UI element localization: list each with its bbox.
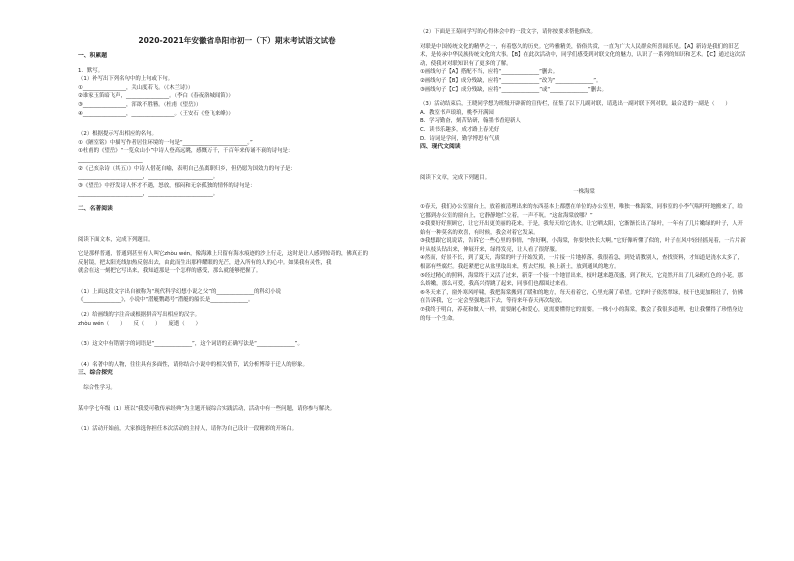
text-line: （1）活动开始前，大家推选你担任本次活动的主持人，请你为自己设计一段精彩的开场白。 bbox=[78, 426, 298, 433]
text-line: （1）上面这段文字出自被称为“现代科学幻想小说之父”的______________的科幻小说 bbox=[78, 288, 282, 295]
text-line: （2）根据提示写出相应的名句。 bbox=[78, 131, 157, 138]
text-line: （3）这文中有错别字的词语是“______________”，这个词语的正确写法是“______________”。 bbox=[78, 341, 303, 348]
text-line: ③我想跟它说说话，告诉它一些心里的事情，“你好啊，小海棠，你要快快长大啊。”它好像听懂了似的，叶子在风中轻轻摇晃着，一片片新叶从枝头钻出来，伸展开来，绿得发亮，让人看了很舒服。 bbox=[420, 238, 746, 253]
text-line: ④然而，好景不长，到了夏天，海棠的叶子开始发黄，一片接一片地掉落，我很着急，到处请教别人，查找资料，才知道是浇水太多了，根部有些腐烂。我赶紧把它从盆里取出来，剪去烂根，换上新土，放到通风的地方。 bbox=[420, 255, 743, 271]
text-line: 对联是中国传统文化的精华之一，有着悠久的历史。它吟雅精美，俗俗共赏，一直为广大人民群众所喜闻乐见。【A】新诗是我们的旧艺术，是传承中华民族传统文化的大事。【B】在此次活动中，同学们感受到对联文化的魅力，认识了一系列的知识和艺术。【C】通过这次活动，使我对对联知识有了更多的了解。 bbox=[420, 43, 746, 67]
text-line: D．诗词是学问，勤学博思有气质 bbox=[420, 135, 500, 142]
spacer bbox=[78, 328, 396, 340]
text-line: ④________________，________________。（王安石《登飞来峰》） bbox=[78, 110, 234, 117]
text-line: ③画线句子【C】成分残缺，应将“______________”或“______________”删去。 bbox=[420, 86, 607, 93]
text-line: ①画线句子【A】搭配不当，应将“______________”删去。 bbox=[420, 69, 559, 76]
text-line: ②我要好好照顾它，让它开出更美丽的花来。于是，我每天给它浇水，让它晒太阳，它渐渐长出了绿叶，一年有了几片嫩绿的叶子，人开始有一种莫名的欢喜，有时候，我会对着它发呆。 bbox=[420, 221, 743, 236]
text-line: ①杜甫的《望岳》“一览众山小”中诗人登高远眺，感慨万千，千百年来传诵不衰的诗句是： bbox=[78, 148, 294, 155]
text-line: （3）活动结束后，王晓同学想为班级开辟新的宣传栏，征集了以下几副对联，请选出一副对联下列对联，最合适的一副是（ ） bbox=[420, 101, 731, 108]
text-line: （1）补写出下列名句中的上句或下句。 bbox=[78, 76, 174, 83]
text-line: 综合性学习。 bbox=[78, 385, 116, 392]
spacer bbox=[420, 152, 748, 174]
left-lines bbox=[78, 52, 396, 434]
text-line: ⑥冬天来了，窗外寒风呼啸，我把海棠搬到了暖和的地方，每天看着它，心里充满了希望。它的叶子依然翠绿，枝干也更加粗壮了，仿佛在告诉我，它一定会坚强地活下去，等待来年春天再次绽放。 bbox=[420, 289, 743, 305]
text-line: ①《陋室铭》中描写作者居住环境的一句是“________________________。” bbox=[78, 139, 253, 146]
spacer bbox=[78, 118, 396, 130]
spacer bbox=[78, 413, 396, 425]
text-line: 阅读下面文本，完成下列题目。 bbox=[78, 236, 154, 243]
right-lines bbox=[420, 28, 748, 323]
section-heading: 二、名著阅读 bbox=[78, 205, 113, 212]
text-line: ________________________，________________________。 bbox=[78, 174, 219, 181]
text-line: 它是那样普通，普通到甚至有人叫它zhòu wén，像海滩上只留有海水痕迹的沙上行走，这时是让人感到惊奇的，佛真正的 bbox=[78, 251, 368, 258]
text-line: ①________________，关山度若飞。（《木兰诗》） bbox=[78, 84, 194, 91]
text-line: 1．默写。 bbox=[78, 67, 103, 74]
text-line: zhòu wén（ ） 反（ ） 庞逝（ ） bbox=[78, 320, 201, 327]
text-line: 一株海棠 bbox=[573, 189, 595, 196]
text-line: ________________________ bbox=[78, 156, 143, 163]
text-line: （4）名著中的人物，往往具有多面性，请你结合小说中的相关情节，试分析博蒂于迁人的形象。 bbox=[78, 361, 308, 368]
text-line: C．读书乐趣多，成才路上春光好 bbox=[420, 126, 500, 133]
text-line: ③________________，浑欲不胜簪。（杜甫《望岳》） bbox=[78, 101, 202, 108]
text-line: A．教室书声琅琅，桃李开满园 bbox=[420, 109, 494, 116]
text-line: B．学习勤奋，刻苦钻研，翰墨书香迎新人 bbox=[420, 118, 521, 125]
section-heading: 一、积累题 bbox=[78, 53, 107, 59]
text-line: 反射镜，把太阳光线加热反射出去，由此而生出那样耀眼的光芒，进入所有的人的心中。如果我有灵性，我 bbox=[78, 259, 332, 266]
text-line: 《______________》，小说中“潜艇鹦鹉号”潜艇的船长是______________。 bbox=[78, 297, 254, 304]
spacer bbox=[78, 214, 396, 236]
text-line: ②画线句子【B】成分残缺，应将“______________”改为“______________”。 bbox=[420, 77, 602, 84]
section-heading: 四、现代文阅读 bbox=[420, 144, 461, 151]
text-line: ________________________，________________________。 bbox=[78, 191, 219, 198]
left-column bbox=[78, 28, 396, 434]
spacer bbox=[78, 393, 396, 405]
text-line: ②谁家玉笛暗飞声，________________。（李白《春夜洛城闻笛》） bbox=[78, 93, 234, 100]
exam-title: 2020-2021年安徽省阜阳市初一（下）期末考试语文试卷 bbox=[138, 36, 336, 45]
text-line: ⑤经过精心的照料，海棠终于又活了过来，新芽一个接一个地冒出来，枝叶越来越茂盛，到了秋天，它竟然开出了几朵粉红色的小花，那么娇嫩，那么可爱，我高兴得跳了起来，同事们也都围过来看。 bbox=[420, 272, 743, 288]
right-column bbox=[420, 28, 748, 323]
spacer bbox=[78, 276, 396, 288]
text-line: （2）下面是王菊同学写的心得体会中的一段文字，请你按要求帮他修改。 bbox=[420, 29, 596, 35]
text-line: 就会在这一刻把它写出来，我知道那是一个怎样的感受，那么就能够把握了。 bbox=[78, 268, 262, 275]
text-line: ②《己亥杂诗（其五）》中诗人借花自喻，表明自己虽离职归乡，但仍愿为国效力的句子是： bbox=[78, 165, 296, 172]
text-line: 阅读下文章，完成下列题目。 bbox=[420, 174, 491, 181]
text-line: ③《望岳》中抒发诗人怀才不遇，怒放，郁闷和无奈孤独的情怀的诗句是： bbox=[78, 182, 256, 189]
text-line: 某中学七年级（1）班以“我爱可敬传承经典”为主题开展综合实践活动，活动中有一些问题，请你参与解决。 bbox=[78, 405, 335, 412]
text-line: （2）给画线的字注音或根据拼音写出相应的汉字。 bbox=[78, 312, 201, 319]
section-heading: 三、综合探究 bbox=[78, 370, 113, 377]
spacer bbox=[78, 349, 396, 361]
text-line: ⑦我终于明白，养花和做人一样，需要耐心和爱心，更需要懂得它的需要。一株小小的海棠，教会了我很多道理，也让我懂得了珍惜身边的每一个生命。 bbox=[420, 307, 743, 322]
text-line: ①春天，我们办公室窗台上，放着被清理出来的东西基本上都摆在单位的办公室里，唯独一株海棠，同事室的小李气喘吁吁地搬来了，给它挪到办公室的窗台上，它静静地伫立着，一声不吭。“这盆海棠放哪？” bbox=[420, 203, 743, 219]
